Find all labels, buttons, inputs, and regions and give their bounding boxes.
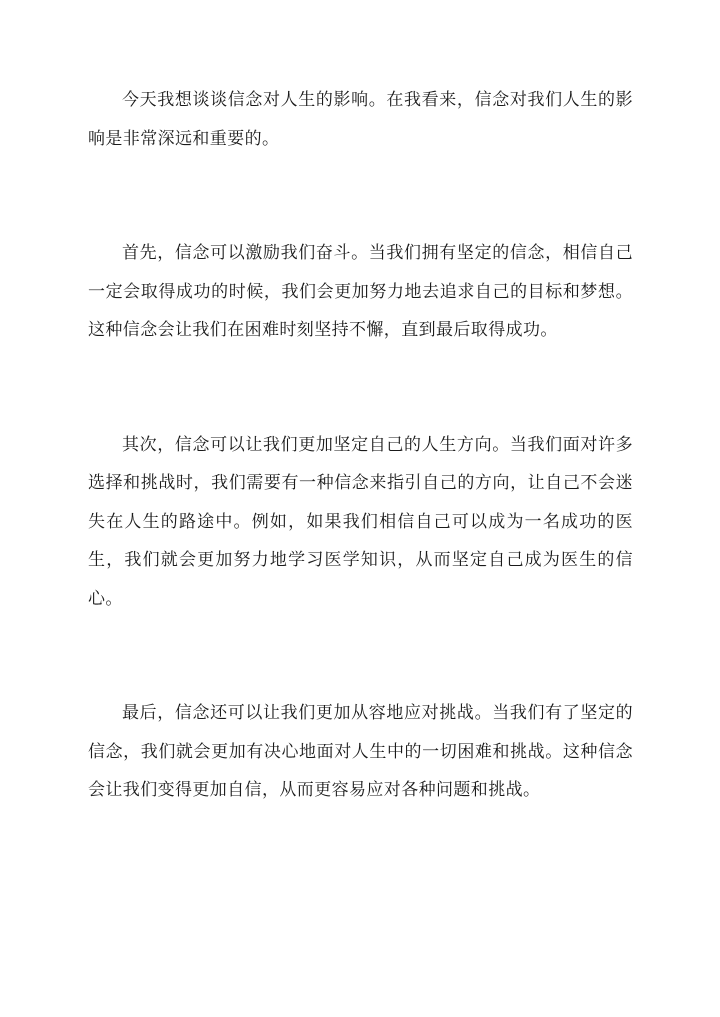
paragraph-second-point: 其次，信念可以让我们更加坚定自己的人生方向。当我们面对许多选择和挑战时，我们需要有一种信念来指引自己的方向，让自己不会迷失在人生的路途中。例如，如果我们相信自己可以成为一名成功的医生，我们就会更加努力地学习医学知识，从而坚定自己成为医生的信心。	[88, 434, 633, 609]
paragraph-first-point: 首先，信念可以激励我们奋斗。当我们拥有坚定的信念，相信自己一定会取得成功的时候，我们会更加努力地去追求自己的目标和梦想。这种信念会让我们在困难时刻坚持不懈，直到最后取得成功。	[88, 243, 633, 340]
document-body	[88, 81, 633, 810]
paragraph-final-point: 最后，信念还可以让我们更加从容地应对挑战。当我们有了坚定的信念，我们就会更加有决心地面对人生中的一切困难和挑战。这种信念会让我们变得更加自信，从而更容易应对各种问题和挑战。	[88, 703, 633, 800]
paragraph-intro: 今天我想谈谈信念对人生的影响。在我看来，信念对我们人生的影响是非常深远和重要的。	[88, 90, 633, 149]
